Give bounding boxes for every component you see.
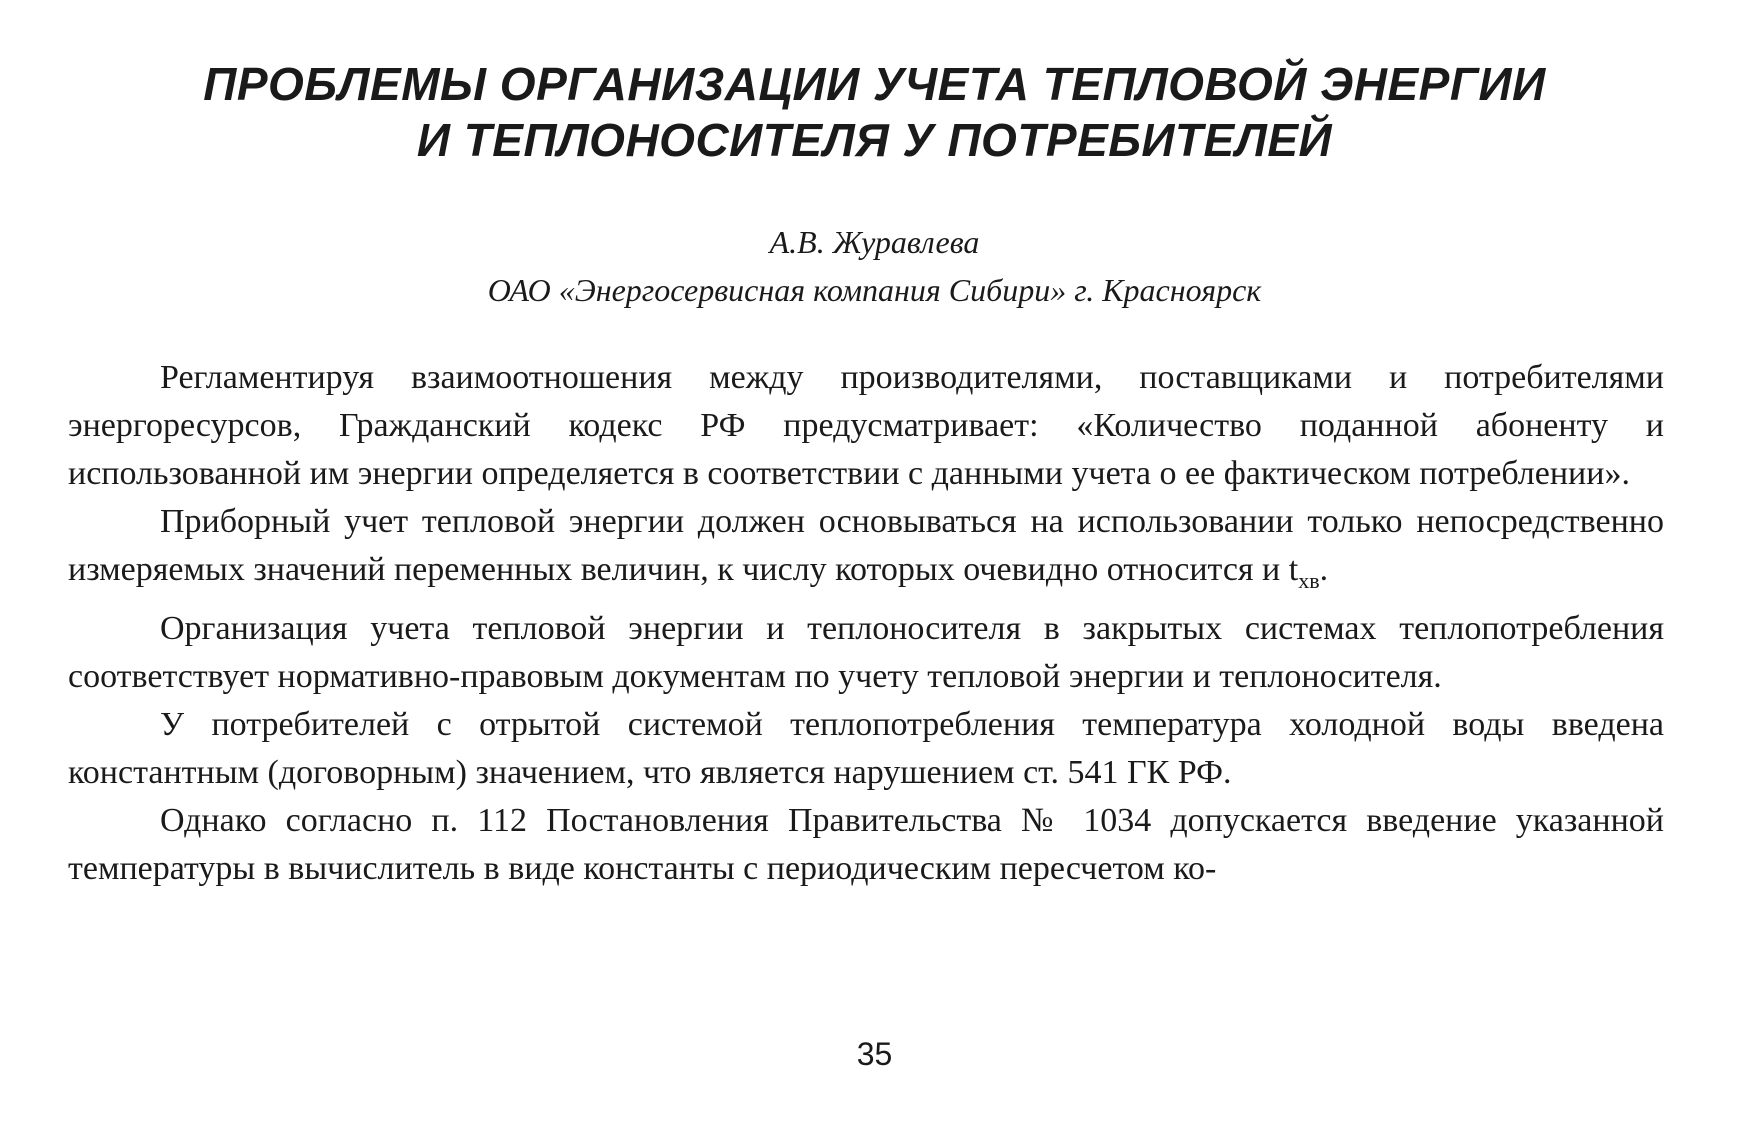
paragraph-4: У потребителей с отрытой системой теплопотребления температура холодной воды введена константным (договорным) значением, что является нарушением ст. 541 ГК РФ. — [68, 705, 1664, 791]
paragraph-5: Однако согласно п. 112 Постановления Правительства № 1034 допускается введение указанной температуры в вычислитель в виде константы с периодическим пересчетом ко- — [68, 801, 1664, 887]
paragraph-2 — [68, 498, 1664, 605]
article-body — [68, 354, 1664, 893]
paragraph-1: Регламентируя взаимоотношения между производителями, поставщиками и потребителями энергоресурсов, Гражданский кодекс РФ предусматривает: «Количество поданной абоненту и использованной им энергии определяется в соответствии с данными учета о ее фактическом потреблении». — [68, 359, 1664, 492]
author-affiliation: ОАО «Энергосервисная компания Сибири» г. Красноярск — [487, 272, 1262, 308]
paragraph-2-end: . — [1319, 551, 1329, 588]
page-number: 35 — [856, 1036, 893, 1072]
author-block — [0, 218, 1749, 314]
title-line-1: ПРОБЛЕМЫ ОРГАНИЗАЦИИ УЧЕТА ТЕПЛОВОЙ ЭНЕРГИИ — [203, 58, 1546, 110]
article-title — [0, 56, 1749, 168]
author-name: А.В. Журавлева — [769, 224, 980, 260]
subscript-hv: хв — [1298, 567, 1320, 593]
paragraph-3: Организация учета тепловой энергии и теплоносителя в закрытых системах теплопотребления соответствует нормативно-правовым документам по учету тепловой энергии и теплоносителя. — [68, 609, 1664, 695]
paragraph-2-text: Приборный учет тепловой энергии должен основываться на использовании только непосредственно измеряемых значений переменных величин, к числу которых очевидно относится и t — [68, 503, 1664, 588]
title-line-2: И ТЕПЛОНОСИТЕЛЯ У ПОТРЕБИТЕЛЕЙ — [416, 114, 1333, 166]
